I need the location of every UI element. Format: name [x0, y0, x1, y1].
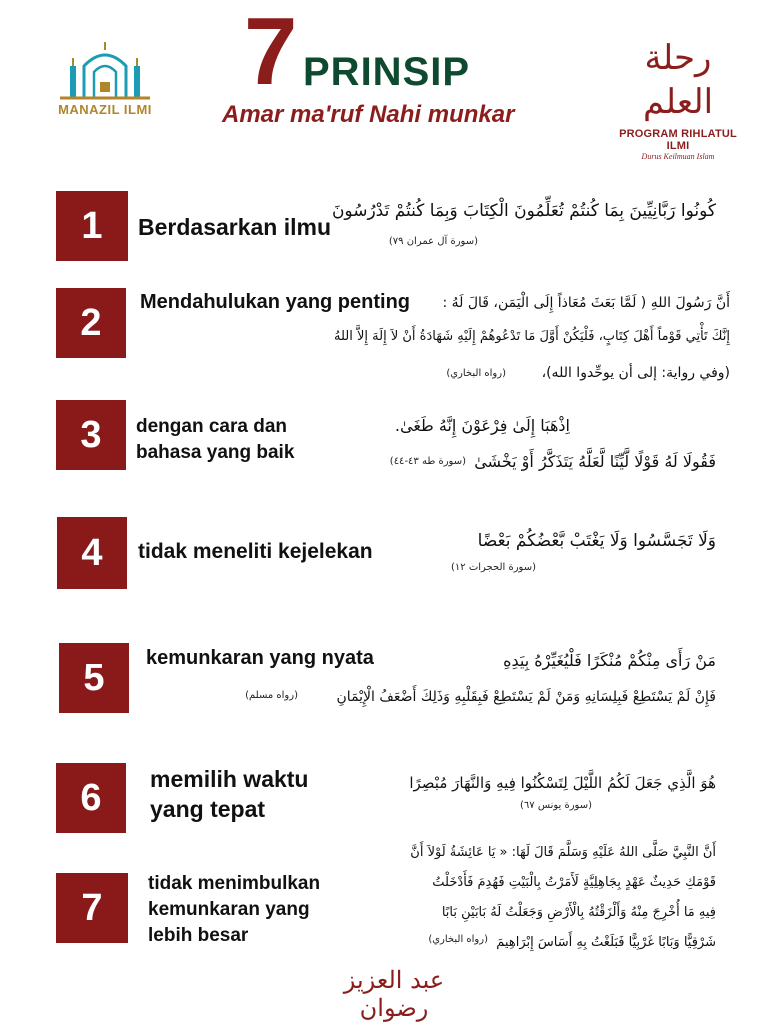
number-badge: 1	[56, 191, 128, 261]
arabic-text-line: هُوَ الَّذِي جَعَلَ لَكُمُ اللَّيْلَ لِتَسْكُنُوا فِيهِ وَالنَّهَارَ مُبْصِرًا	[409, 774, 716, 792]
principle-label: dengan cara dan	[136, 416, 287, 437]
arabic-text-line: شَرْقِيًّا وَبَابًا غَرْبِيًّا فَبَلَغْتُ بِهِ أَسَاسَ إِبْرَاهِيمَ	[496, 935, 716, 950]
number-badge: 4	[57, 517, 127, 589]
principle-label: bahasa yang baik	[136, 442, 295, 463]
number-badge: 2	[56, 288, 126, 358]
page-subtitle: Amar ma'ruf Nahi munkar	[222, 101, 515, 128]
arabic-source: (سورة طه ٤٣-٤٤)	[389, 456, 466, 467]
principle-label: tidak menimbulkan	[148, 873, 321, 894]
rihlatul-ilmi-logo	[608, 36, 748, 161]
manazil-ilmi-logo	[50, 36, 160, 122]
arabic-source: (سورة آل عمران ٧٩)	[388, 236, 478, 247]
arabic-text-line: اِذْهَبَا إِلَىٰ فِرْعَوْنَ إِنَّهُ طَغَىٰ.	[394, 416, 570, 435]
arabic-source: (رواه مسلم)	[245, 690, 298, 701]
arabic-source: (سورة يونس ٦٧)	[519, 800, 592, 811]
principle-label: yang tepat	[150, 796, 266, 822]
principle-label: lebih besar	[148, 925, 249, 946]
arabic-source: (سورة الحجرات ١٢)	[451, 562, 536, 573]
logo-right-program: PROGRAM RIHLATUL ILMI	[619, 128, 737, 152]
page-title: PRINSIP	[303, 50, 471, 94]
arabic-text-line: مَنْ رَأَى مِنْكُمْ مُنْكَرًا فَلْيُغَيِّرْهُ بِيَدِهِ	[503, 651, 716, 670]
arabic-source: (رواه البخاري)	[428, 934, 488, 945]
principle-label: Mendahulukan yang penting	[140, 291, 411, 313]
principle-label: tidak meneliti kejelekan	[138, 540, 373, 563]
mosque-icon	[50, 36, 160, 102]
number-badge: 7	[56, 873, 128, 943]
arabic-text-line: (وفي رواية: إلى أن يوحِّدوا الله)،	[541, 365, 730, 381]
arabic-source: (رواه البخاري)	[446, 368, 506, 379]
arabic-text-line: وَلَا تَجَسَّسُوا وَلَا يَغْتَبْ بَّعْضُكُمْ بَعْضًا	[477, 531, 716, 551]
principle-label: Berdasarkan ilmu	[138, 214, 332, 240]
number-badge: 6	[56, 763, 126, 833]
arabic-text-line: فِيهِ مَا أُخْرِجَ مِنْهُ وَأَلْزَقْتُهُ بِالْأَرْضِ وَجَعَلْتُ لَهُ بَابَيْنِ بَابًا	[441, 905, 716, 920]
arabic-text-line: فَقُولَا لَهُ قَوْلًا لَّيِّنًا لَّعَلَّهُ يَتَذَكَّرُ أَوْ يَخْشَىٰ	[474, 452, 716, 471]
author-signature: عبد العزيز رضوان	[343, 966, 445, 1022]
arabic-text-line: أَنَّ رَسُولَ اللهِ ( لَمَّا بَعَثَ مُعَاذاً إِلَى الْيَمَن، قَالَ لَهُ :	[442, 295, 730, 311]
arabic-text-line: قَوْمَكِ حَدِيثٌ عَهْدٍ بِجَاهِلِيَّةٍ لَأَمَرْتُ بِالْبَيْتِ فَهُدِمَ فَأَدْخَلْتُ	[432, 875, 716, 890]
number-badge: 3	[56, 400, 126, 470]
logo-left-text: MANAZIL ILMI	[58, 102, 152, 117]
principle-label: kemunkaran yang	[148, 899, 310, 920]
title-number: 7	[244, 0, 298, 105]
number-badge: 5	[59, 643, 129, 713]
logo-right-tagline: Durus Keilmuan Islam	[641, 152, 715, 161]
arabic-text-line: فَإِنْ لَمْ يَسْتَطِعْ فَبِلِسَانِهِ وَمَنْ لَمْ يَسْتَطِعْ فَبِقَلْبِهِ وَذَلِكَ أَضْعَفُ الْإِيْمَانِ	[336, 689, 716, 705]
principle-label: memilih waktu	[150, 766, 309, 792]
arabic-text-line: أَنَّ النَّبِيَّ صَلَّى اللهُ عَلَيْهِ وَسَلَّمَ قَالَ لَهَا: « يَا عَائِشَةُ لَوْلاَ أَنَّ	[410, 845, 716, 860]
principle-label: kemunkaran yang nyata	[146, 647, 374, 669]
logo-right-arabic: رحلة العلم	[642, 38, 714, 122]
arabic-text-line: إِنَّكَ تَأْتِي قَوْماً أَهْلَ كِتَابٍ، فَلْيَكُنْ أَوَّلَ مَا تَدْعُوهُمْ إِلَيْهِ شَهَادَةُ أَنْ لاَ إِلَهَ إِلاَّ اللهُ	[334, 329, 730, 344]
arabic-text-line: كُونُوا رَبَّانِيِّينَ بِمَا كُنتُمْ تُعَلِّمُونَ الْكِتَابَ وَبِمَا كُنتُمْ تَدْرُسُونَ	[331, 201, 716, 221]
